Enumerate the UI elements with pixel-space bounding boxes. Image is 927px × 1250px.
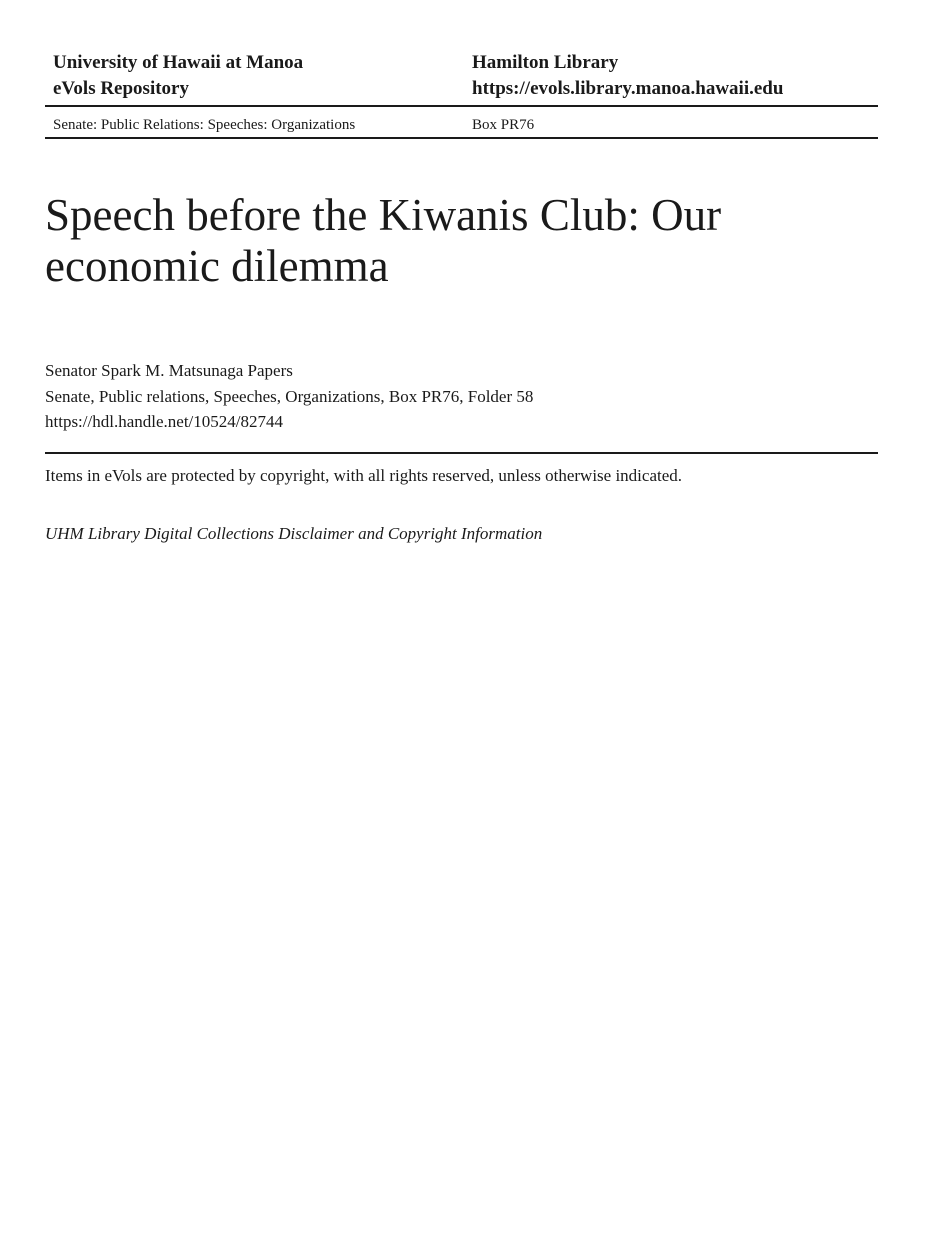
- handle-url-link[interactable]: https://hdl.handle.net/10524/82744: [45, 412, 283, 431]
- repository-header: [45, 50, 878, 139]
- repository-url-link[interactable]: https://evols.library.manoa.hawaii.edu: [472, 78, 784, 99]
- library-name: Hamilton Library: [472, 52, 619, 73]
- header-right-cell: [472, 50, 878, 102]
- item-metadata: [45, 358, 878, 435]
- archive-location: Senate, Public relations, Speeches, Organizations, Box PR76, Folder 58: [45, 386, 534, 406]
- copyright-notice: Items in eVols are protected by copyright, with all rights reserved, unless otherwise indicated.: [45, 465, 683, 485]
- header-sub-row: [45, 107, 878, 139]
- document-page: [45, 50, 878, 547]
- disclaimer-copyright-link[interactable]: UHM Library Digital Collections Disclaimer and Copyright Information: [45, 524, 543, 543]
- header-main-row: [45, 50, 878, 107]
- document-title: Speech before the Kiwanis Club: Our economic dilemma: [45, 190, 722, 291]
- box-number: Box PR76: [472, 117, 535, 133]
- collection-name: Senator Spark M. Matsunaga Papers: [45, 361, 293, 380]
- collection-path: Senate: Public Relations: Speeches: Organizations: [53, 117, 356, 133]
- header-left-cell: [45, 50, 472, 102]
- repository-name: eVols Repository: [53, 78, 189, 99]
- institution-name: University of Hawaii at Manoa: [53, 52, 304, 73]
- horizontal-rule: [45, 452, 878, 454]
